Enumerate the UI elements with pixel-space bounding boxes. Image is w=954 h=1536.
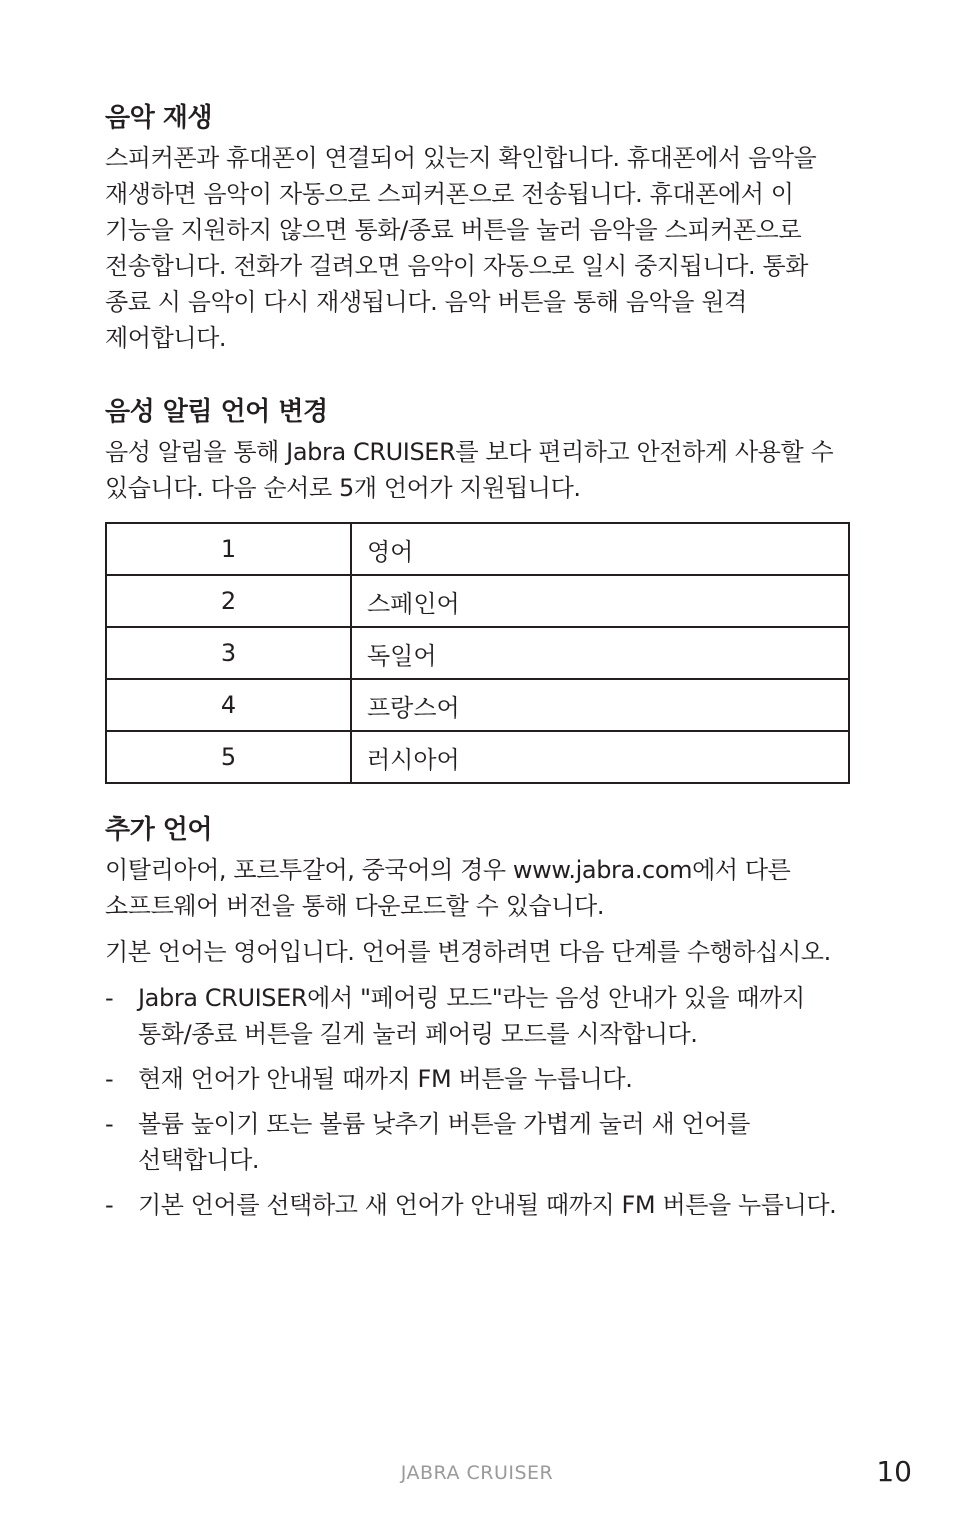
table-row xyxy=(106,523,849,575)
default-language-body: 기본 언어는 영어입니다. 언어를 변경하려면 다음 단계를 수행하십시오. xyxy=(105,938,831,966)
list-dash: - xyxy=(105,1110,114,1138)
list-dash: - xyxy=(105,1065,114,1093)
table-row xyxy=(106,575,849,627)
page-content xyxy=(105,96,850,1232)
page-number: 10 xyxy=(876,1455,912,1488)
footer-brand: JABRA CRUISER xyxy=(400,1462,554,1484)
list-item xyxy=(105,1187,850,1223)
music-playback-body: 스피커폰과 휴대폰이 연결되어 있는지 확인합니다. 휴대폰에서 음악을 재생하면 음악이 자동으로 스피커폰으로 전송됩니다. 휴대폰에서 이 기능을 지원하지 않으면 통화/종료 버튼을 눌러 음악을 스피커폰으로 전송합니다. 전화가 걸려오면 음악이 자동으로 일시 중지됩니다. 통화 종료 시 음악이 다시 재생됩니다. 음악 버튼을 통해 음악을 원격 제어합니다. xyxy=(105,144,817,352)
language-name: 스페인어 xyxy=(351,575,849,627)
language-number: 3 xyxy=(106,627,351,679)
step-text: 기본 언어를 선택하고 새 언어가 안내될 때까지 FM 버튼을 누릅니다. xyxy=(138,1191,837,1219)
language-name: 러시아어 xyxy=(351,731,849,783)
table-row xyxy=(106,731,849,783)
language-number: 2 xyxy=(106,575,351,627)
language-name: 독일어 xyxy=(351,627,849,679)
step-text: 현재 언어가 안내될 때까지 FM 버튼을 누릅니다. xyxy=(138,1065,633,1093)
language-number: 4 xyxy=(106,679,351,731)
language-change-steps xyxy=(105,980,850,1223)
table-row xyxy=(106,679,849,731)
list-dash: - xyxy=(105,984,114,1012)
language-name: 영어 xyxy=(351,523,849,575)
table-row xyxy=(106,627,849,679)
list-item xyxy=(105,980,850,1052)
voice-language-section xyxy=(105,390,850,506)
language-number: 1 xyxy=(106,523,351,575)
list-item xyxy=(105,1106,850,1178)
language-number: 5 xyxy=(106,731,351,783)
step-text: 볼륨 높이기 또는 볼륨 낮추기 버튼을 가볍게 눌러 새 언어를 선택합니다. xyxy=(138,1110,750,1174)
additional-languages-body: 이탈리아어, 포르투갈어, 중국어의 경우 www.jabra.com에서 다른 소프트웨어 버전을 통해 다운로드할 수 있습니다. xyxy=(105,856,791,920)
music-playback-heading: 음악 재생 xyxy=(105,103,213,133)
voice-language-body: 음성 알림을 통해 Jabra CRUISER를 보다 편리하고 안전하게 사용할 수 있습니다. 다음 순서로 5개 언어가 지원됩니다. xyxy=(105,438,834,502)
additional-languages-heading: 추가 언어 xyxy=(105,815,213,845)
list-item xyxy=(105,1061,850,1097)
language-name: 프랑스어 xyxy=(351,679,849,731)
language-table xyxy=(105,522,850,784)
voice-language-heading: 음성 알림 언어 변경 xyxy=(105,397,328,427)
list-dash: - xyxy=(105,1191,114,1219)
step-text: Jabra CRUISER에서 "페어링 모드"라는 음성 안내가 있을 때까지 통화/종료 버튼을 길게 눌러 페어링 모드를 시작합니다. xyxy=(138,984,805,1048)
additional-languages-section xyxy=(105,808,850,1223)
music-playback-section xyxy=(105,96,850,356)
